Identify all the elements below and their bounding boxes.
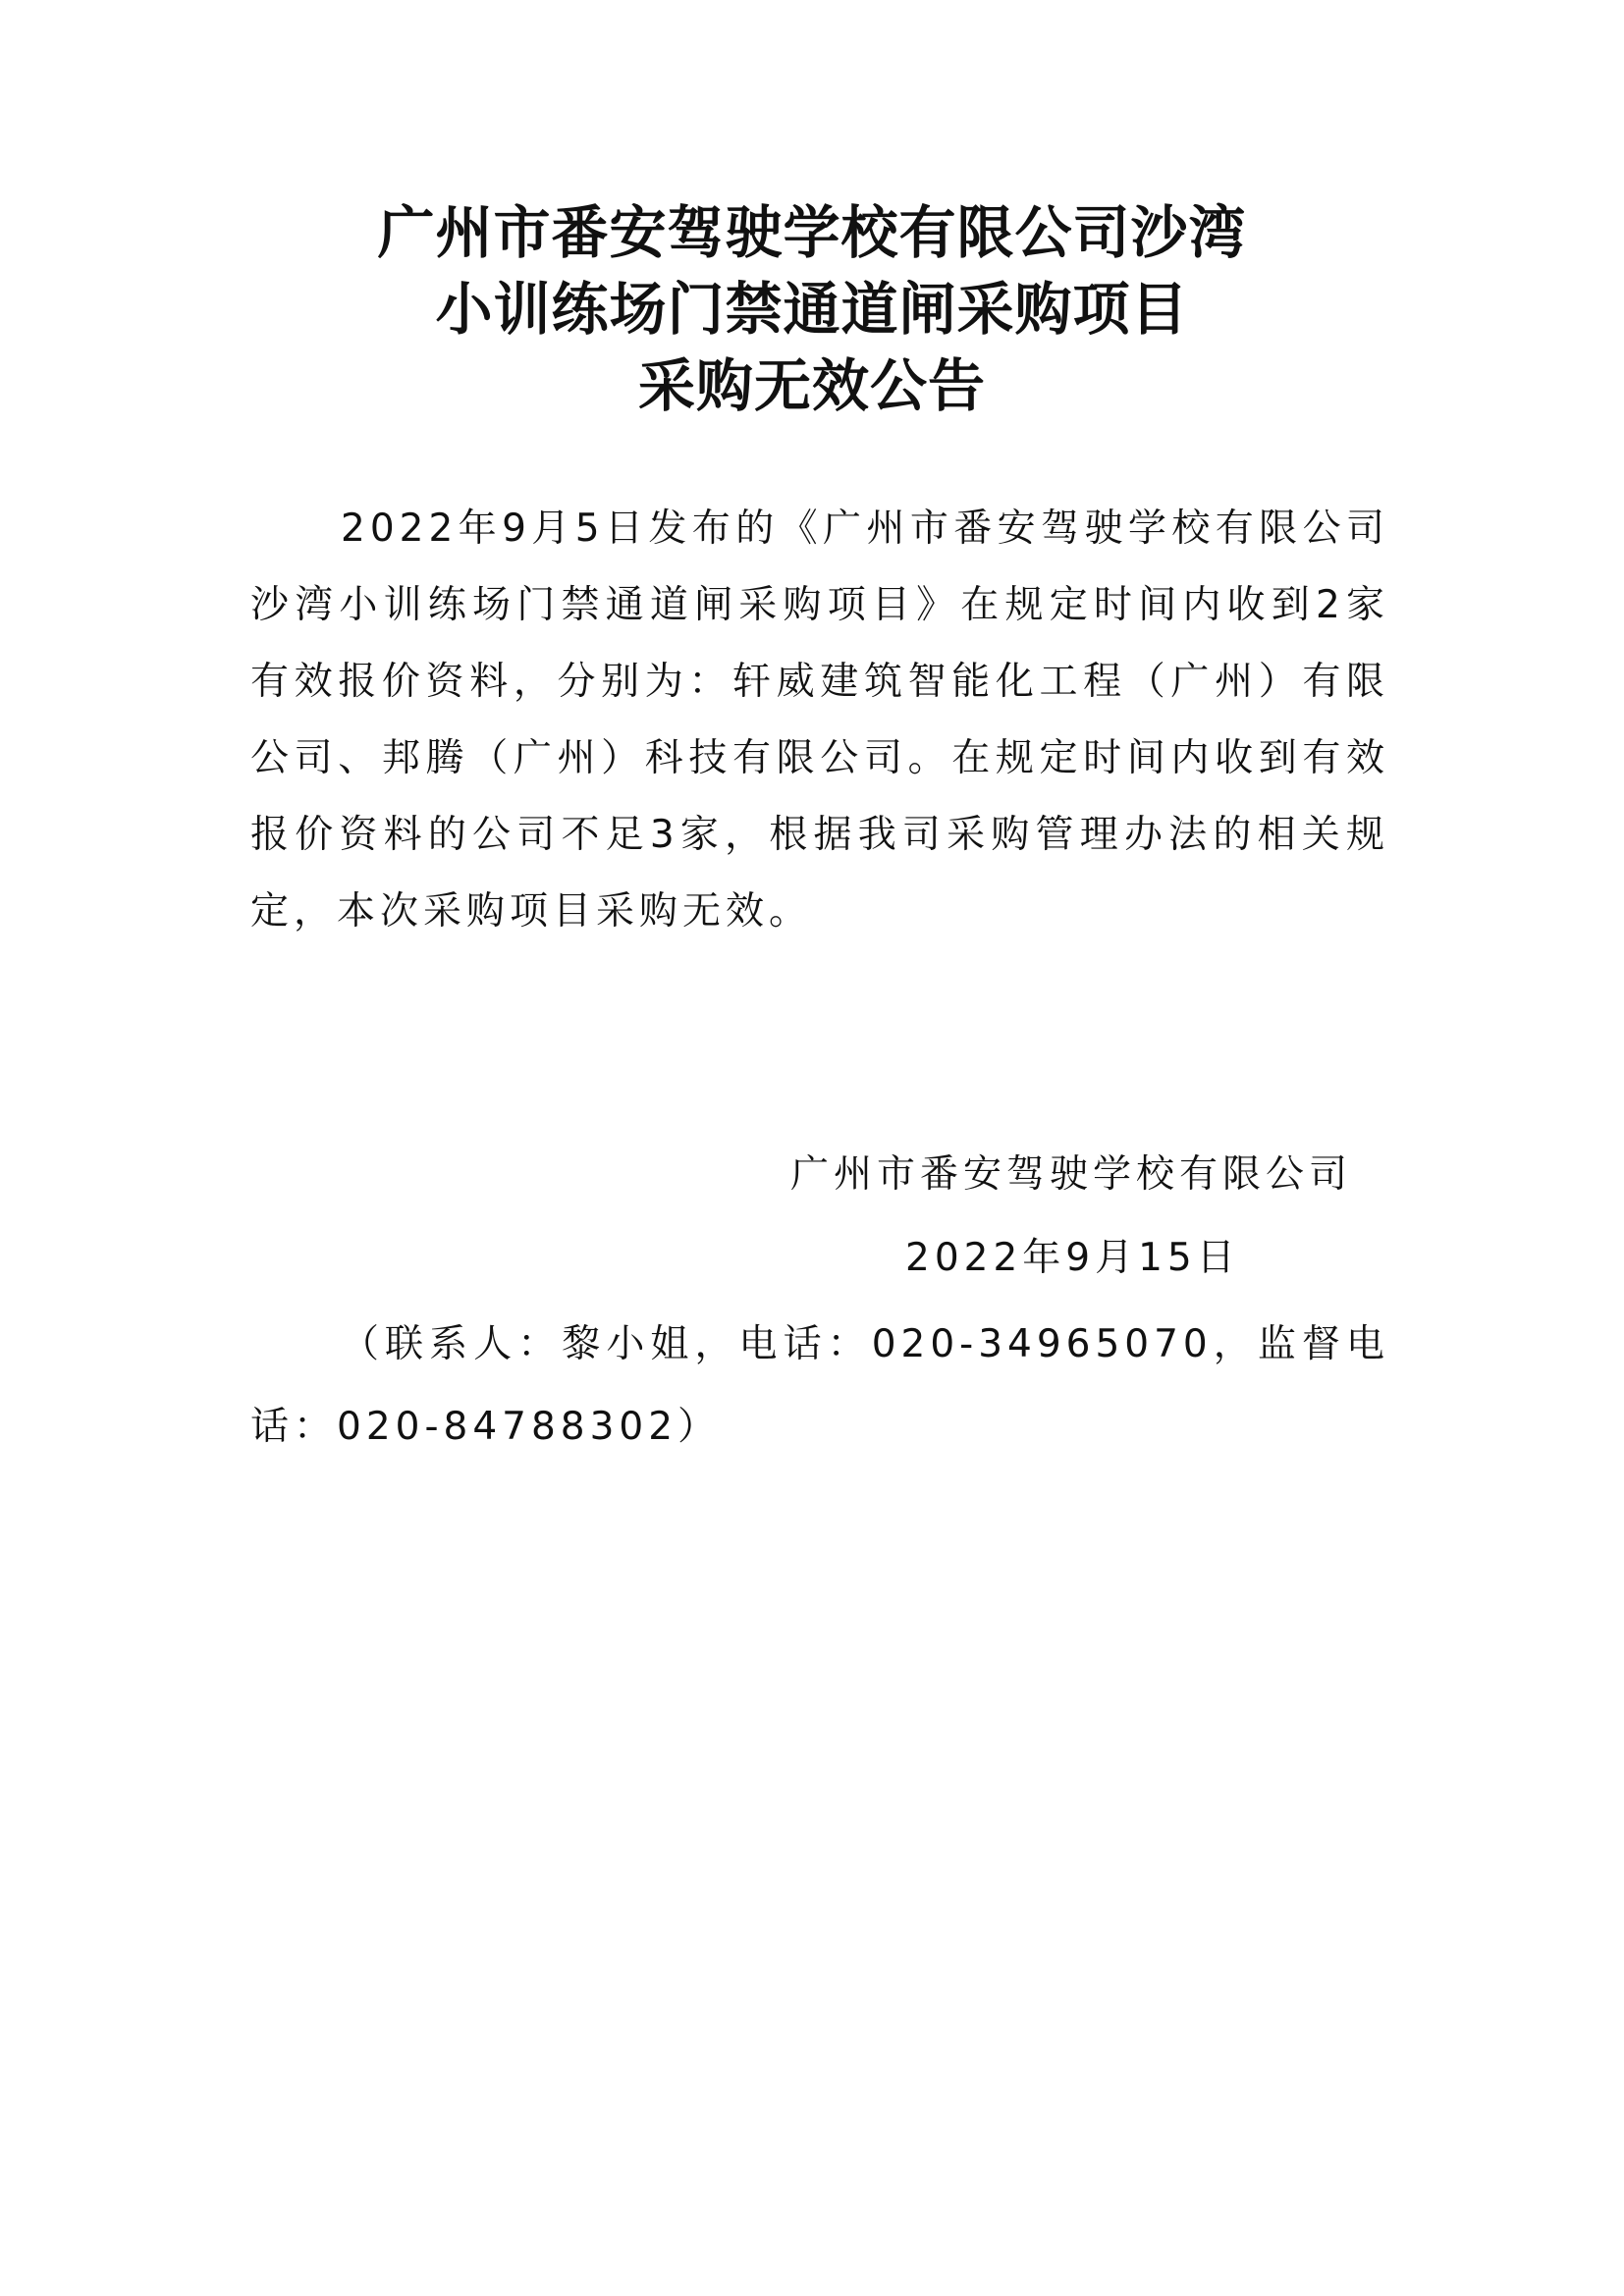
- contact-info: （联系人：黎小姐，电话：020-34965070，监督电话：020-84788302）: [250, 1322, 1389, 1449]
- document-title: [0, 194, 1624, 424]
- announcement-body: 2022年9月5日发布的《广州市番安驾驶学校有限公司沙湾小训练场门禁通道闸采购项目》在规定时间内收到2家有效报价资料，分别为：轩威建筑智能化工程（广州）有限公司、邦腾（广州）科技有限公司。在规定时间内收到有效报价资料的公司不足3家，根据我司采购管理办法的相关规定，本次采购项目采购无效。: [250, 507, 1389, 934]
- signature-organization: 广州市番安驾驶学校有限公司: [790, 1152, 1353, 1197]
- title-line-3: 采购无效公告: [637, 352, 986, 419]
- title-line-2: 小训练场门禁通道闸采购项目: [435, 276, 1189, 343]
- title-line-1: 广州市番安驾驶学校有限公司沙湾: [377, 199, 1247, 266]
- signature-date: 2022年9月15日: [905, 1236, 1240, 1280]
